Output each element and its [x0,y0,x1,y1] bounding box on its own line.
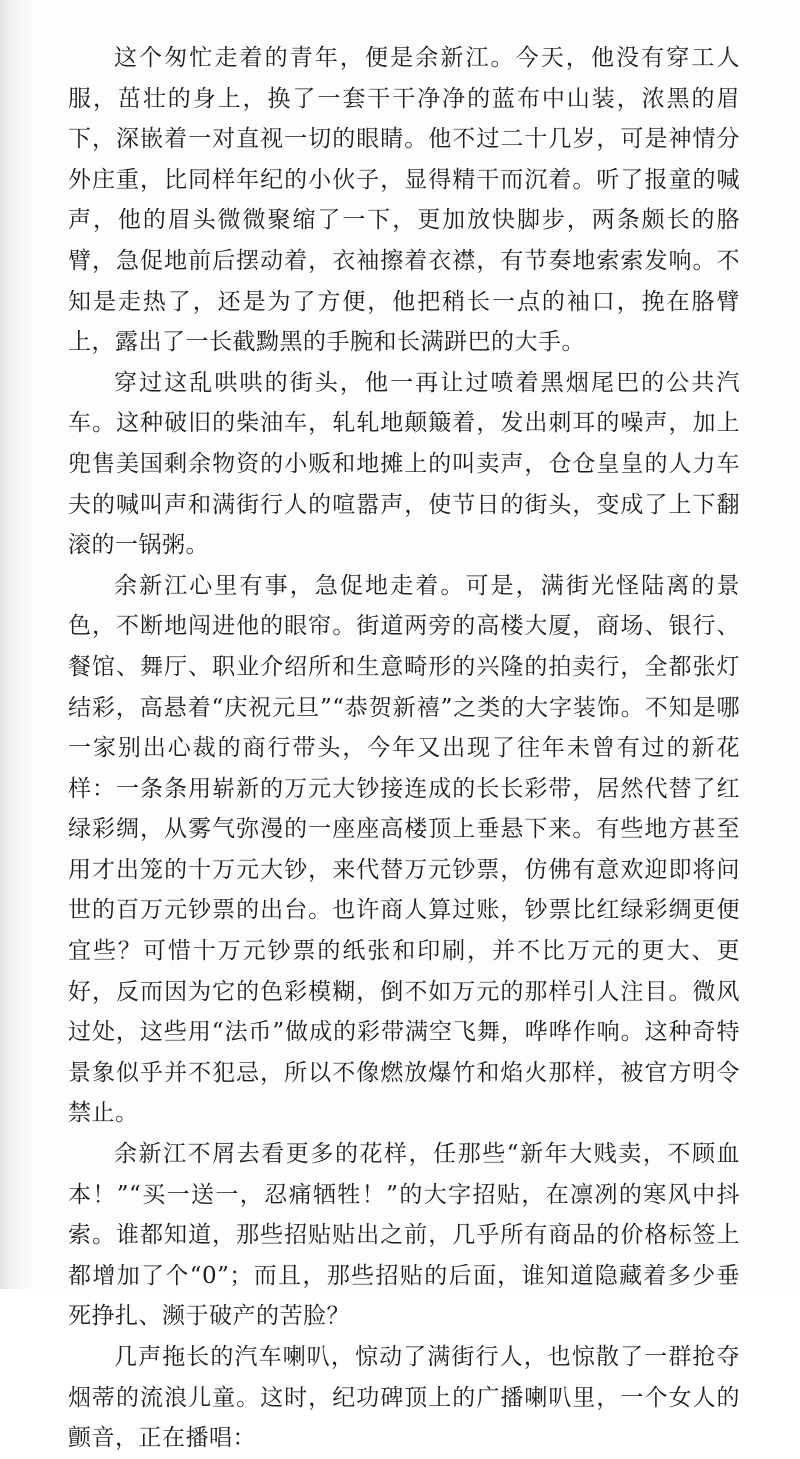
body-text [68,38,740,1459]
paragraph-5: 几声拖长的汽车喇叭，惊动了满街行人，也惊散了一群抢夺烟蒂的流浪儿童。这时，纪功碑顶上的广播喇叭里，一个女人的颤音，正在播唱： [68,1344,740,1452]
paragraph-1: 这个匆忙走着的青年，便是余新江。今天，他没有穿工人服，茁壮的身上，换了一套干干净净的蓝布中山装，浓黑的眉下，深嵌着一对直视一切的眼睛。他不过二十几岁，可是神情分外庄重，比同样年纪的小伙子，显得精干而沉着。听了报童的喊声，他的眉头微微聚缩了一下，更加放快脚步，两条颇长的胳臂，急促地前后摆动着，衣袖擦着衣襟，有节奏地索索发响。不知是走热了，还是为了方便，他把稍长一点的袖口，挽在胳臂上，露出了一长截黝黑的手腕和长满跰巴的大手。 [68,45,740,356]
paragraph-4: 余新江不屑去看更多的花样，任那些“新年大贱卖，不顾血本！”“买一送一，忍痛牺牲！”的大字招贴，在凛冽的寒风中抖索。谁都知道，那些招贴贴出之前，几乎所有商品的价格标签上都增加了个“0”；而且，那些招贴的后面，谁知道隐藏着多少垂死挣扎、濒于破产的苦脸？ [68,1141,740,1330]
paragraph-3: 余新江心里有事，急促地走着。可是，满街光怪陆离的景色，不断地闯进他的眼帘。街道两旁的高楼大厦，商场、银行、餐馆、舞厅、职业介绍所和生意畸形的兴隆的拍卖行，全都张灯结彩，高悬着“庆祝元旦”“恭贺新禧”之类的大字装饰。不知是哪一家别出心裁的商行带头，今年又出现了往年未曾有过的新花样：一条条用崭新的万元大钞接连成的长长彩带，居然代替了红绿彩绸，从雾气弥漫的一座座高楼顶上垂悬下来。有些地方甚至用才出笼的十万元大钞，来代替万元钞票，仿佛有意欢迎即将问世的百万元钞票的出台。也许商人算过账，钞票比红绿彩绸更便宜些？可惜十万元钞票的纸张和印刷，并不比万元的更大、更好，反而因为它的色彩模糊，倒不如万元的那样引人注目。微风过处，这些用“法币”做成的彩带满空飞舞，哗哗作响。这种奇特景象似乎并不犯忌，所以不像燃放爆竹和焰火那样，被官方明令禁止。 [68,572,740,1127]
paragraph-2: 穿过这乱哄哄的街头，他一再让过喷着黑烟尾巴的公共汽车。这种破旧的柴油车，轧轧地颠簸着，发出刺耳的噪声，加上兜售美国剩余物资的小贩和地摊上的叫卖声，仓仓皇皇的人力车夫的喊叫声和满街行人的喧嚣声，使节日的街头，变成了上下翻滚的一锅粥。 [68,369,740,559]
page-edge-shadow [0,0,34,1289]
